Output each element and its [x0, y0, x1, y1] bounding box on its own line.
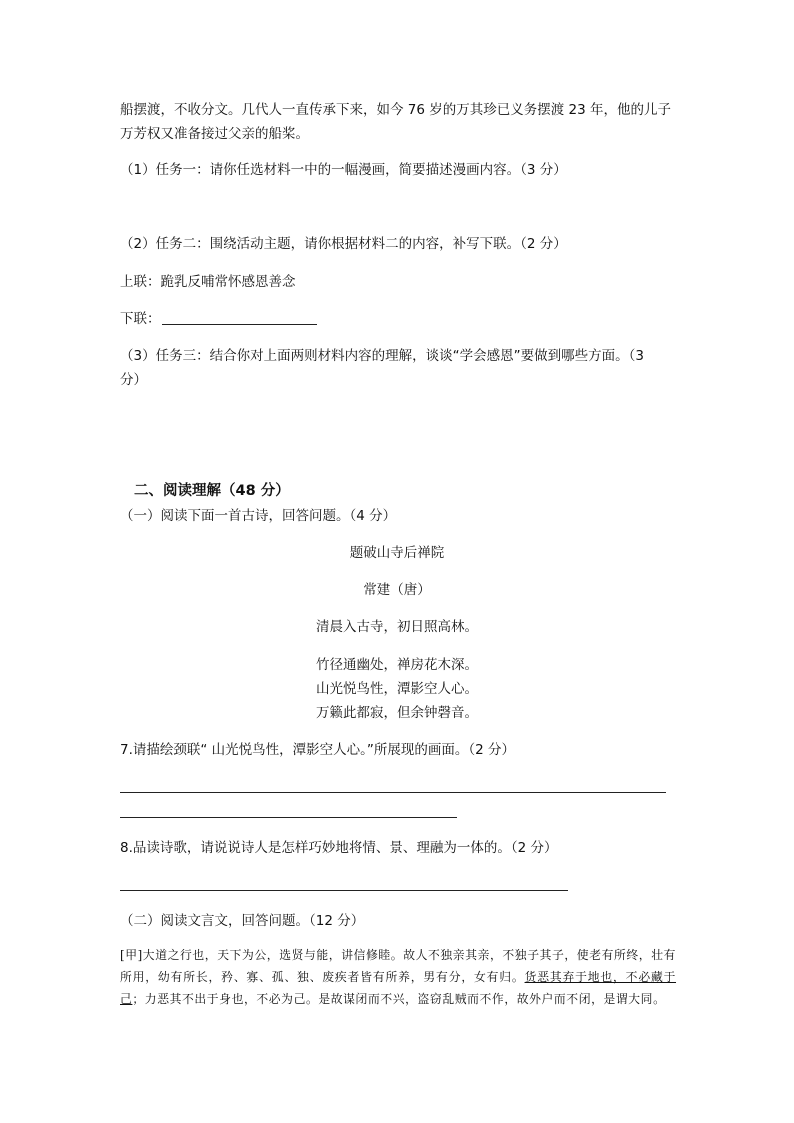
task-three-prompt-line-1: （3）任务三：结合你对上面两则材料内容的理解，谈谈“学会感恩”要做到哪些方面。（3 — [120, 348, 644, 364]
poem-line: 竹径通幽处，禅房花木深。 — [316, 657, 478, 673]
underlined-sentence: 货恶其弃于地也，不必藏于己 — [120, 970, 677, 1006]
couplet-upper: 上联：跪乳反哺常怀感恩善念 — [120, 274, 296, 290]
reading-one-intro: （一）阅读下面一首古诗，回答问题。（4 分） — [120, 508, 397, 524]
reading-two-intro: （二）阅读文言文，回答问题。（12 分） — [120, 913, 365, 929]
couplet-answer-line[interactable] — [162, 324, 317, 325]
task-three-prompt-line-2: 分） — [120, 372, 147, 388]
answer-line[interactable] — [120, 817, 457, 818]
material-line-1: 船摆渡，不收分文。几代人一直传承下来，如今 76 岁的万其珍已义务摆渡 23 年，他的儿子 — [120, 102, 672, 118]
couplet-lower-label: 下联： — [120, 311, 161, 327]
poem-title: 题破山寺后禅院 — [349, 545, 445, 561]
poem-line: 万籁此都寂，但余钟磬音。 — [316, 705, 478, 721]
material-line-2: 万芳权又准备接过父亲的船桨。 — [120, 126, 309, 142]
answer-line[interactable] — [120, 890, 568, 891]
question-8: 8.品读诗歌，请说说诗人是怎样巧妙地将情、景、理融为一体的。（2 分） — [120, 840, 558, 856]
task-two-prompt: （2）任务二：围绕活动主题，请你根据材料二的内容，补写下联。（2 分） — [120, 236, 567, 252]
section-two-heading: 二、阅读理解（48 分） — [134, 483, 290, 499]
classical-text: [甲]大道之行也，天下为公，选贤与能，讲信修睦。故人不独亲其亲，不独子其子，使老有所终，壮有所用，幼有所长，矜、寡、孤、独、废疾者皆有所养，男有分，女有归。 — [120, 948, 676, 984]
answer-line[interactable] — [120, 792, 666, 793]
classical-text: ；力恶其不出于身也，不必为己。是故谋闭而不兴，盗窃乱贼而不作，故外户而不闭，是谓大同。 — [132, 992, 666, 1006]
poem-author: 常建（唐） — [363, 582, 431, 598]
poem-line: 山光悦鸟性，潭影空人心。 — [316, 681, 478, 697]
task-one-prompt: （1）任务一：请你任选材料一中的一幅漫画，简要描述漫画内容。（3 分） — [120, 162, 567, 178]
question-7: 7.请描绘颈联“ 山光悦鸟性，潭影空人心。”所展现的画面。（2 分） — [120, 742, 516, 758]
classical-passage — [120, 944, 676, 1010]
poem-line: 清晨入古寺，初日照高林。 — [316, 619, 478, 635]
